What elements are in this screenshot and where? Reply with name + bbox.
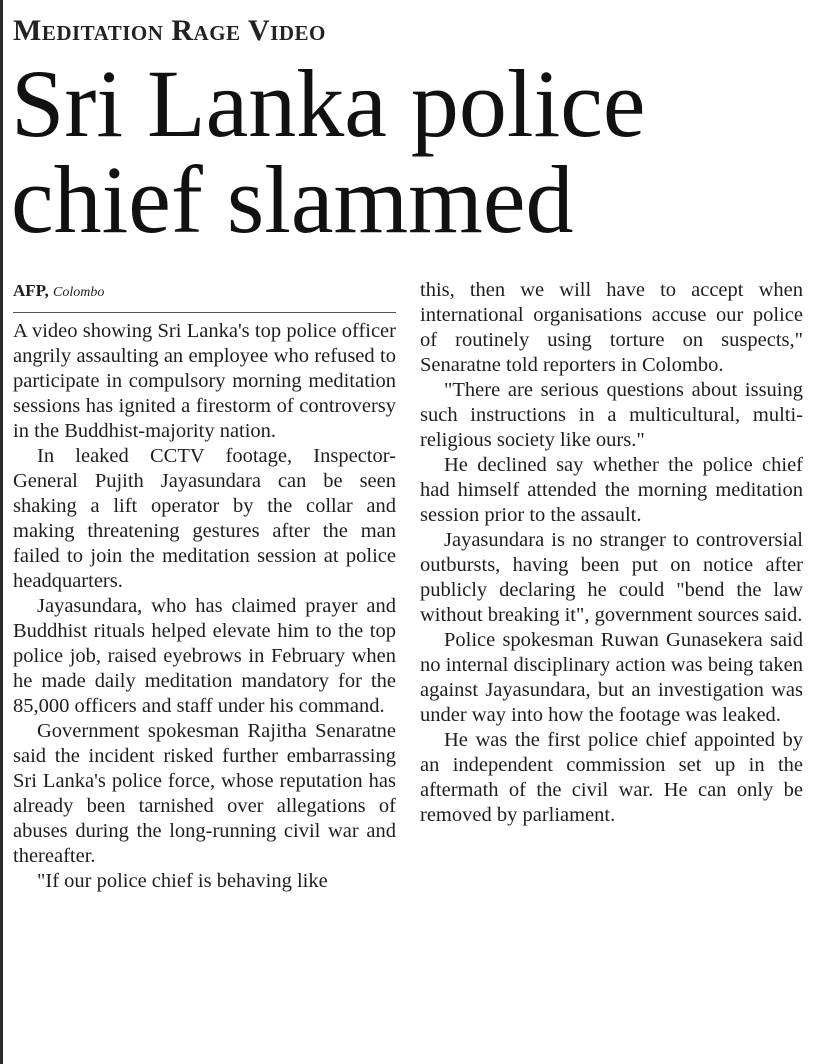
paragraph: He declined say whether the police chief had himself attended the morning meditation session prior to the assault. — [420, 454, 803, 526]
paragraph: In leaked CCTV footage, Inspector-General Pujith Jayasundara can be seen shaking a lift operator by the collar and making threatening gestures after the man failed to join the meditation session at police headquarters. — [13, 445, 396, 592]
paragraph: Government spokesman Rajitha Senaratne said the incident risked further embarrassing Sri Lanka's police force, whose reputation has already been tarnished over allegations of abuses during the long-running civil war and thereafter. — [13, 720, 396, 867]
paragraph: this, then we will have to accept when international organisations accuse our police of routinely using torture on suspects," Senaratne told reporters in Colombo. — [420, 279, 803, 376]
paragraph: Jayasundara, who has claimed prayer and Buddhist rituals helped elevate him to the top police job, raised eyebrows in February when he made daily meditation mandatory for the 85,000 officers and staff under his command. — [13, 595, 396, 717]
byline — [13, 278, 396, 313]
headline: Sri Lanka police chief slammed — [11, 50, 646, 253]
paragraph: "There are serious questions about issuing such instructions in a multicultural, multi-religious society like ours." — [420, 379, 803, 451]
paragraph: He was the first police chief appointed by an independent commission set up in the aftermath of the civil war. He can only be removed by parliament. — [420, 729, 803, 826]
paragraph: "If our police chief is behaving like — [37, 870, 328, 892]
left-border-rule — [0, 0, 3, 1064]
paragraph: A video showing Sri Lanka's top police officer angrily assaulting an employee who refused to participate in compulsory morning meditation sessions has ignited a firestorm of controversy in the Buddhist-majority nation. — [13, 320, 396, 442]
column-left — [13, 278, 396, 894]
column-right — [420, 278, 803, 828]
paragraph: Police spokesman Ruwan Gunasekera said no internal disciplinary action was being taken against Jayasundara, but an investigation was under way into how the footage was leaked. — [420, 629, 803, 726]
paragraph: Jayasundara is no stranger to controversial outbursts, having been put on notice after publicly declaring he could "bend the law without breaking it", government sources said. — [420, 529, 803, 626]
kicker: Meditation Rage Video — [13, 14, 326, 47]
byline-agency: AFP, — [13, 281, 49, 300]
byline-place: Colombo — [53, 285, 105, 300]
